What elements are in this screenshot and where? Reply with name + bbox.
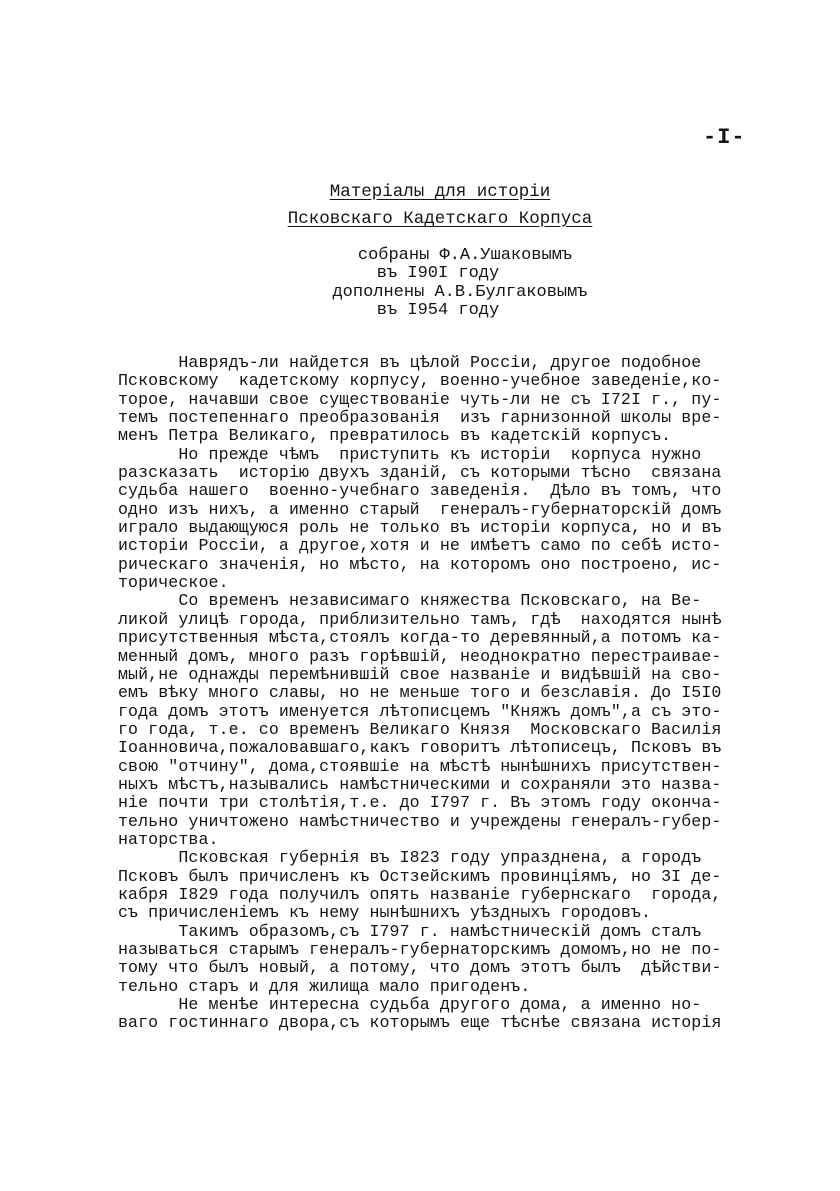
- body-line: свою "отчину", дома,стоявшіе на мѣстѣ нынѣшнихъ присутствен-: [118, 756, 722, 776]
- credit-line: въ I954 году: [376, 301, 500, 320]
- document-title-line-1: Матеріалы для исторіи: [329, 182, 551, 202]
- body-line: менный домъ, много разъ горѣвшій, неоднократно перестраивае-: [118, 646, 722, 666]
- body-line: Іоанновича,пожаловавшаго,какъ говоритъ лѣтописецъ, Псковъ въ: [118, 738, 722, 758]
- document-title-line-2: Псковскаго Кадетскаго Корпуса: [287, 209, 593, 229]
- body-line: кабря I829 года получилъ опять названіе губернскаго города,: [118, 884, 722, 904]
- body-line: ніе почти три столѣтія,т.е. до I797 г. Въ этомъ году оконча-: [118, 793, 722, 813]
- body-line: менъ Петра Великаго, превратилось въ кадетскій корпусъ.: [118, 426, 672, 446]
- body-line: Не менѣе интересна судьба другого дома, а именно но-: [118, 995, 702, 1015]
- body-line: тому что былъ новый, а потому, что домъ этотъ былъ дѣйстви-: [118, 958, 722, 978]
- body-line: Псковъ былъ причисленъ къ Остзейскимъ провинціямъ, но 3I де-: [118, 866, 722, 886]
- credit-line: дополнены А.В.Булгаковымъ: [332, 283, 588, 302]
- body-line: емъ вѣку много славы, но не меньше того и безславія. До I5I0: [118, 683, 722, 703]
- body-line: тельно уничтожено намѣстничество и учреждены генералъ-губер-: [118, 811, 722, 831]
- body-line: одно изъ нихъ, а именно старый генералъ-губернаторскій домъ: [118, 499, 722, 519]
- body-line: года домъ этотъ именуется лѣтописцемъ "Княжъ домъ",а съ это-: [118, 701, 722, 721]
- body-line: разсказать исторію двухъ зданій, съ которыми тѣсно связана: [118, 463, 722, 483]
- body-line: торое, начавши свое существованіе чуть-ли не съ I72I г., пу-: [118, 389, 722, 409]
- body-line: тельно старъ и для жилища мало пригоденъ.: [118, 976, 531, 996]
- body-line: Но прежде чѣмъ приступить къ исторіи корпуса нужно: [118, 444, 702, 464]
- body-line: го года, т.е. со временъ Великаго Князя Московскаго Василія: [118, 719, 722, 739]
- credit-line: въ I90I году: [376, 264, 500, 283]
- body-line: ликой улицѣ города, приблизительно тамъ, гдѣ находятся нынѣ: [118, 609, 722, 629]
- body-line: называться старымъ генералъ-губернаторскимъ домомъ,но не по-: [118, 940, 722, 959]
- body-line: судьба нашего военно-учебнаго заведенія. Дѣло въ томъ, что: [118, 481, 722, 501]
- body-line: исторіи Россіи, а другое,хотя и не имѣетъ само по себѣ исто-: [118, 536, 722, 556]
- credit-line: собраны Ф.А.Ушаковымъ: [357, 246, 573, 265]
- body-line: съ причисленіемъ къ нему нынѣшнихъ уѣздныхъ городовъ.: [118, 903, 652, 923]
- body-line: Со временъ независимаго княжества Псковскаго, на Ве-: [118, 591, 702, 611]
- body-line: темъ постепеннаго преобразованія изъ гарнизонной школы вре-: [118, 408, 722, 428]
- body-line: Псковская губернія въ I823 году упразднена, а городъ: [118, 848, 702, 868]
- body-line: рическаго значенія, но мѣсто, на которомъ оно построено, ис-: [118, 554, 722, 574]
- body-line: мый,не однажды перемѣнившій свое названіе и видѣвшій на сво-: [118, 664, 722, 684]
- body-line: играло выдающуюся роль не только въ исторіи корпуса, но и въ: [118, 518, 722, 538]
- body-line: присутственныя мѣста,стоялъ когда-то деревянный,а потомъ ка-: [118, 628, 722, 648]
- body-line: ваго гостиннаго двора,съ которымъ еще тѣснѣе связана исторія: [118, 1013, 722, 1033]
- page-number: -I-: [703, 125, 746, 150]
- body-line: ныхъ мѣстъ,назывались намѣстническими и сохраняли это назва-: [118, 774, 722, 794]
- body-line: Псковскому кадетскому корпусу, военно-учебное заведеніе,ко-: [118, 371, 722, 391]
- body-line: Наврядъ-ли найдется въ цѣлой Россіи, другое подобное: [118, 353, 702, 372]
- body-line: Такимъ образомъ,съ I797 г. намѣстническій домъ сталъ: [118, 921, 702, 941]
- body-line: торическое.: [118, 573, 229, 593]
- body-line: наторства.: [118, 829, 219, 849]
- body-text: [118, 354, 758, 1033]
